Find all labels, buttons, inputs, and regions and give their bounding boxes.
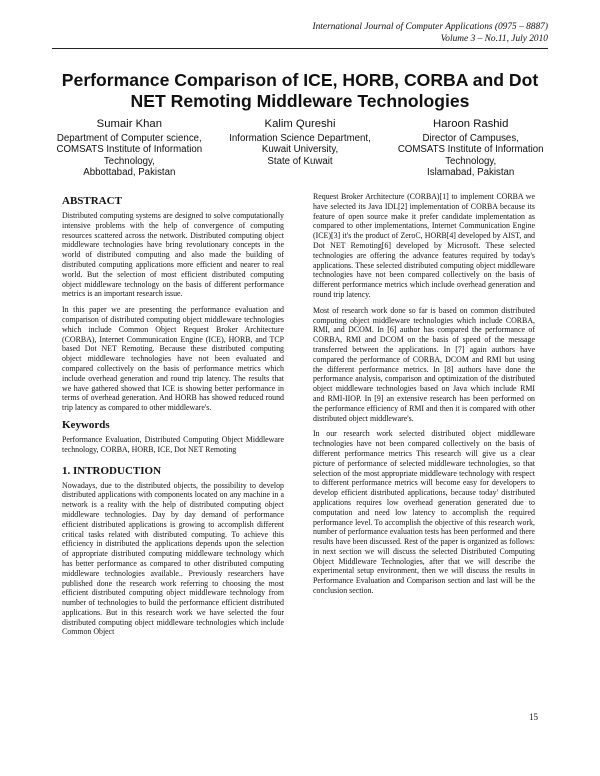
author-name: Sumair Khan <box>96 118 162 130</box>
keywords-text: Performance Evaluation, Distributed Computing Object Middleware technology, CORBA, HORB, ICE, Dot NET Remoting <box>62 434 284 454</box>
author-1 <box>44 119 215 178</box>
abstract-paragraph-1: Distributed computing systems are designed to solve computationally intensive problems with the help of convergence of computing resources scattered across the network. Distributed computing object middleware technologies have bring revolutionary concepts in the world of distributed computing and also made the building of distributed computing applications more efficient and nearer to real world. But the selection of most efficient distributed computing object middleware technology on the basis of different performance metrics is an important research issue. <box>62 211 284 299</box>
keywords-heading: Keywords <box>62 418 110 431</box>
abstract-heading: ABSTRACT <box>62 195 122 207</box>
introduction-paragraph-4: In our research work selected distributed object middleware technologies have not been compared collectively on the basis of different performance metrics This research will give us a clear picture of performance of selected middleware technologies, so that selection of the most appropriate middleware technology with respect to different performance metrics will become easy for developers to develop efficient distributed applications, because today' distributed applications requires low overhead generation generated due to computation and need low latency to accomplish the required performance level. To accomplish the objective of this research work, number of performance evaluation tests has been performed and there results have been discussed. Rest of the paper is organized as follows: in next section we will discuss the selected Distributed Computing Object Middleware Technologies, after that we will describe the experimental setup environment, then we will discuss the results in Performance Evaluation and Comparison section and last will be the conclusion section. <box>313 429 535 596</box>
author-affiliation: Information Science Department, <box>229 133 371 145</box>
title-line-1: Performance Comparison of ICE, HORB, CORBA and Dot <box>61 70 539 90</box>
page-number: 15 <box>529 712 538 722</box>
introduction-heading: 1. INTRODUCTION <box>62 464 162 477</box>
author-name: Kalim Qureshi <box>264 118 336 130</box>
author-affiliation: COMSATS Institute of Information <box>56 144 203 156</box>
abstract-paragraph-2: In this paper we are presenting the performance evaluation and comparison of distributed computing object middleware technologies which include Common Object Request Broker Architecture (CORBA), Internet Communication Engine (ICE), HORB, and TCP based Dot NET Remoting. Because these distributed computing object middleware technologies have not been evaluated and compared collectively on the basis of performance metrics which include overhead generation and round trip latency. The results that we have gathered showed that ICE is showing better performance in terms of overhead generation. And HORB has showed reduced round trip latency as compared to other middleware's. <box>62 305 284 413</box>
title-line-2: NET Remoting Middleware Technologies <box>130 91 470 111</box>
author-block <box>44 119 556 178</box>
right-column <box>313 192 535 602</box>
introduction-paragraph-1: Nowadays, due to the distributed objects, the possibility to develop distributed applications with components located on any machine in a network is a reality with the help of distributed computing object middleware technologies. Day by day demand of performance efficient distributed applications is growing to accomplish different critical tasks related with distributed computing. To achieve this efficiency in distributed the applications depends upon the selection of appropriate distributed computing middleware technology which has better performance as compared to other distributed computing middleware technologies available.. Previously researchers have published done the research work referring to choosing the most efficient distributed computing object middleware technology from number of technologies to build the performance efficient distributed applications. But in this research work we have selected the four distributed computing object middleware technologies which include Common Object <box>62 480 284 637</box>
author-affiliation: Kuwait University, <box>261 144 339 156</box>
paper-title <box>40 70 560 112</box>
author-affiliation: Department of Computer science, <box>56 133 202 145</box>
author-3 <box>385 119 556 178</box>
author-affiliation: COMSATS Institute of Information <box>397 144 544 156</box>
author-affiliation: Director of Campuses, <box>422 133 519 145</box>
journal-volume: Volume 3 – No.11, July 2010 <box>440 33 548 44</box>
journal-name: International Journal of Computer Applications (0975 – 8887) <box>312 22 548 32</box>
author-affiliation: Abbottabad, Pakistan <box>83 166 176 178</box>
author-name: Haroon Rashid <box>433 118 509 130</box>
left-column <box>62 195 284 643</box>
introduction-paragraph-3: Most of research work done so far is based on common distributed computing object middleware technologies which include CORBA, RMI, and DCOM. In [6] author has compared the performance of CORBA, RMI and DCOM on the basis of speed of the message transferred between the applications. In [7] again authors have compared the performance of CORBA, DCOM and RMI but using the different performance metrics. In [8] authors have done the performance analysis, comparison and optimization of the distributed object middleware technologies based on Java which include RMI and RMI-IIOP. In [9] an extensive research has been performed on the performance efficiency of RMI and then it is compared with other distributed object middleware's. <box>313 305 535 423</box>
author-affiliation: Technology, <box>103 155 155 167</box>
author-affiliation: Technology, <box>445 155 497 167</box>
author-affiliation: State of Kuwait <box>267 155 333 167</box>
author-affiliation: Islamabad, Pakistan <box>427 166 515 178</box>
header-rule <box>52 48 548 49</box>
author-2 <box>215 119 386 178</box>
journal-header <box>313 22 549 45</box>
introduction-paragraph-2: Request Broker Architecture (CORBA)[1] to implement CORBA we have selected its Java IDL[2] implementation of CORBA because its feature of open source make it prefer candidate implementation as compared to other implementations, Internet Communication Engine (ICE)[3] it's the product of ZeroC, HORB[4] developed by AIST, and Dot NET Remoting[6] developed by Microsoft. These selected technologies are offering the advance features required by today's applications. These selected distributed computing object middleware technologies have not been compared collectively on the basis of different performance metrics which include overhead generation and round trip latency. <box>313 192 535 299</box>
